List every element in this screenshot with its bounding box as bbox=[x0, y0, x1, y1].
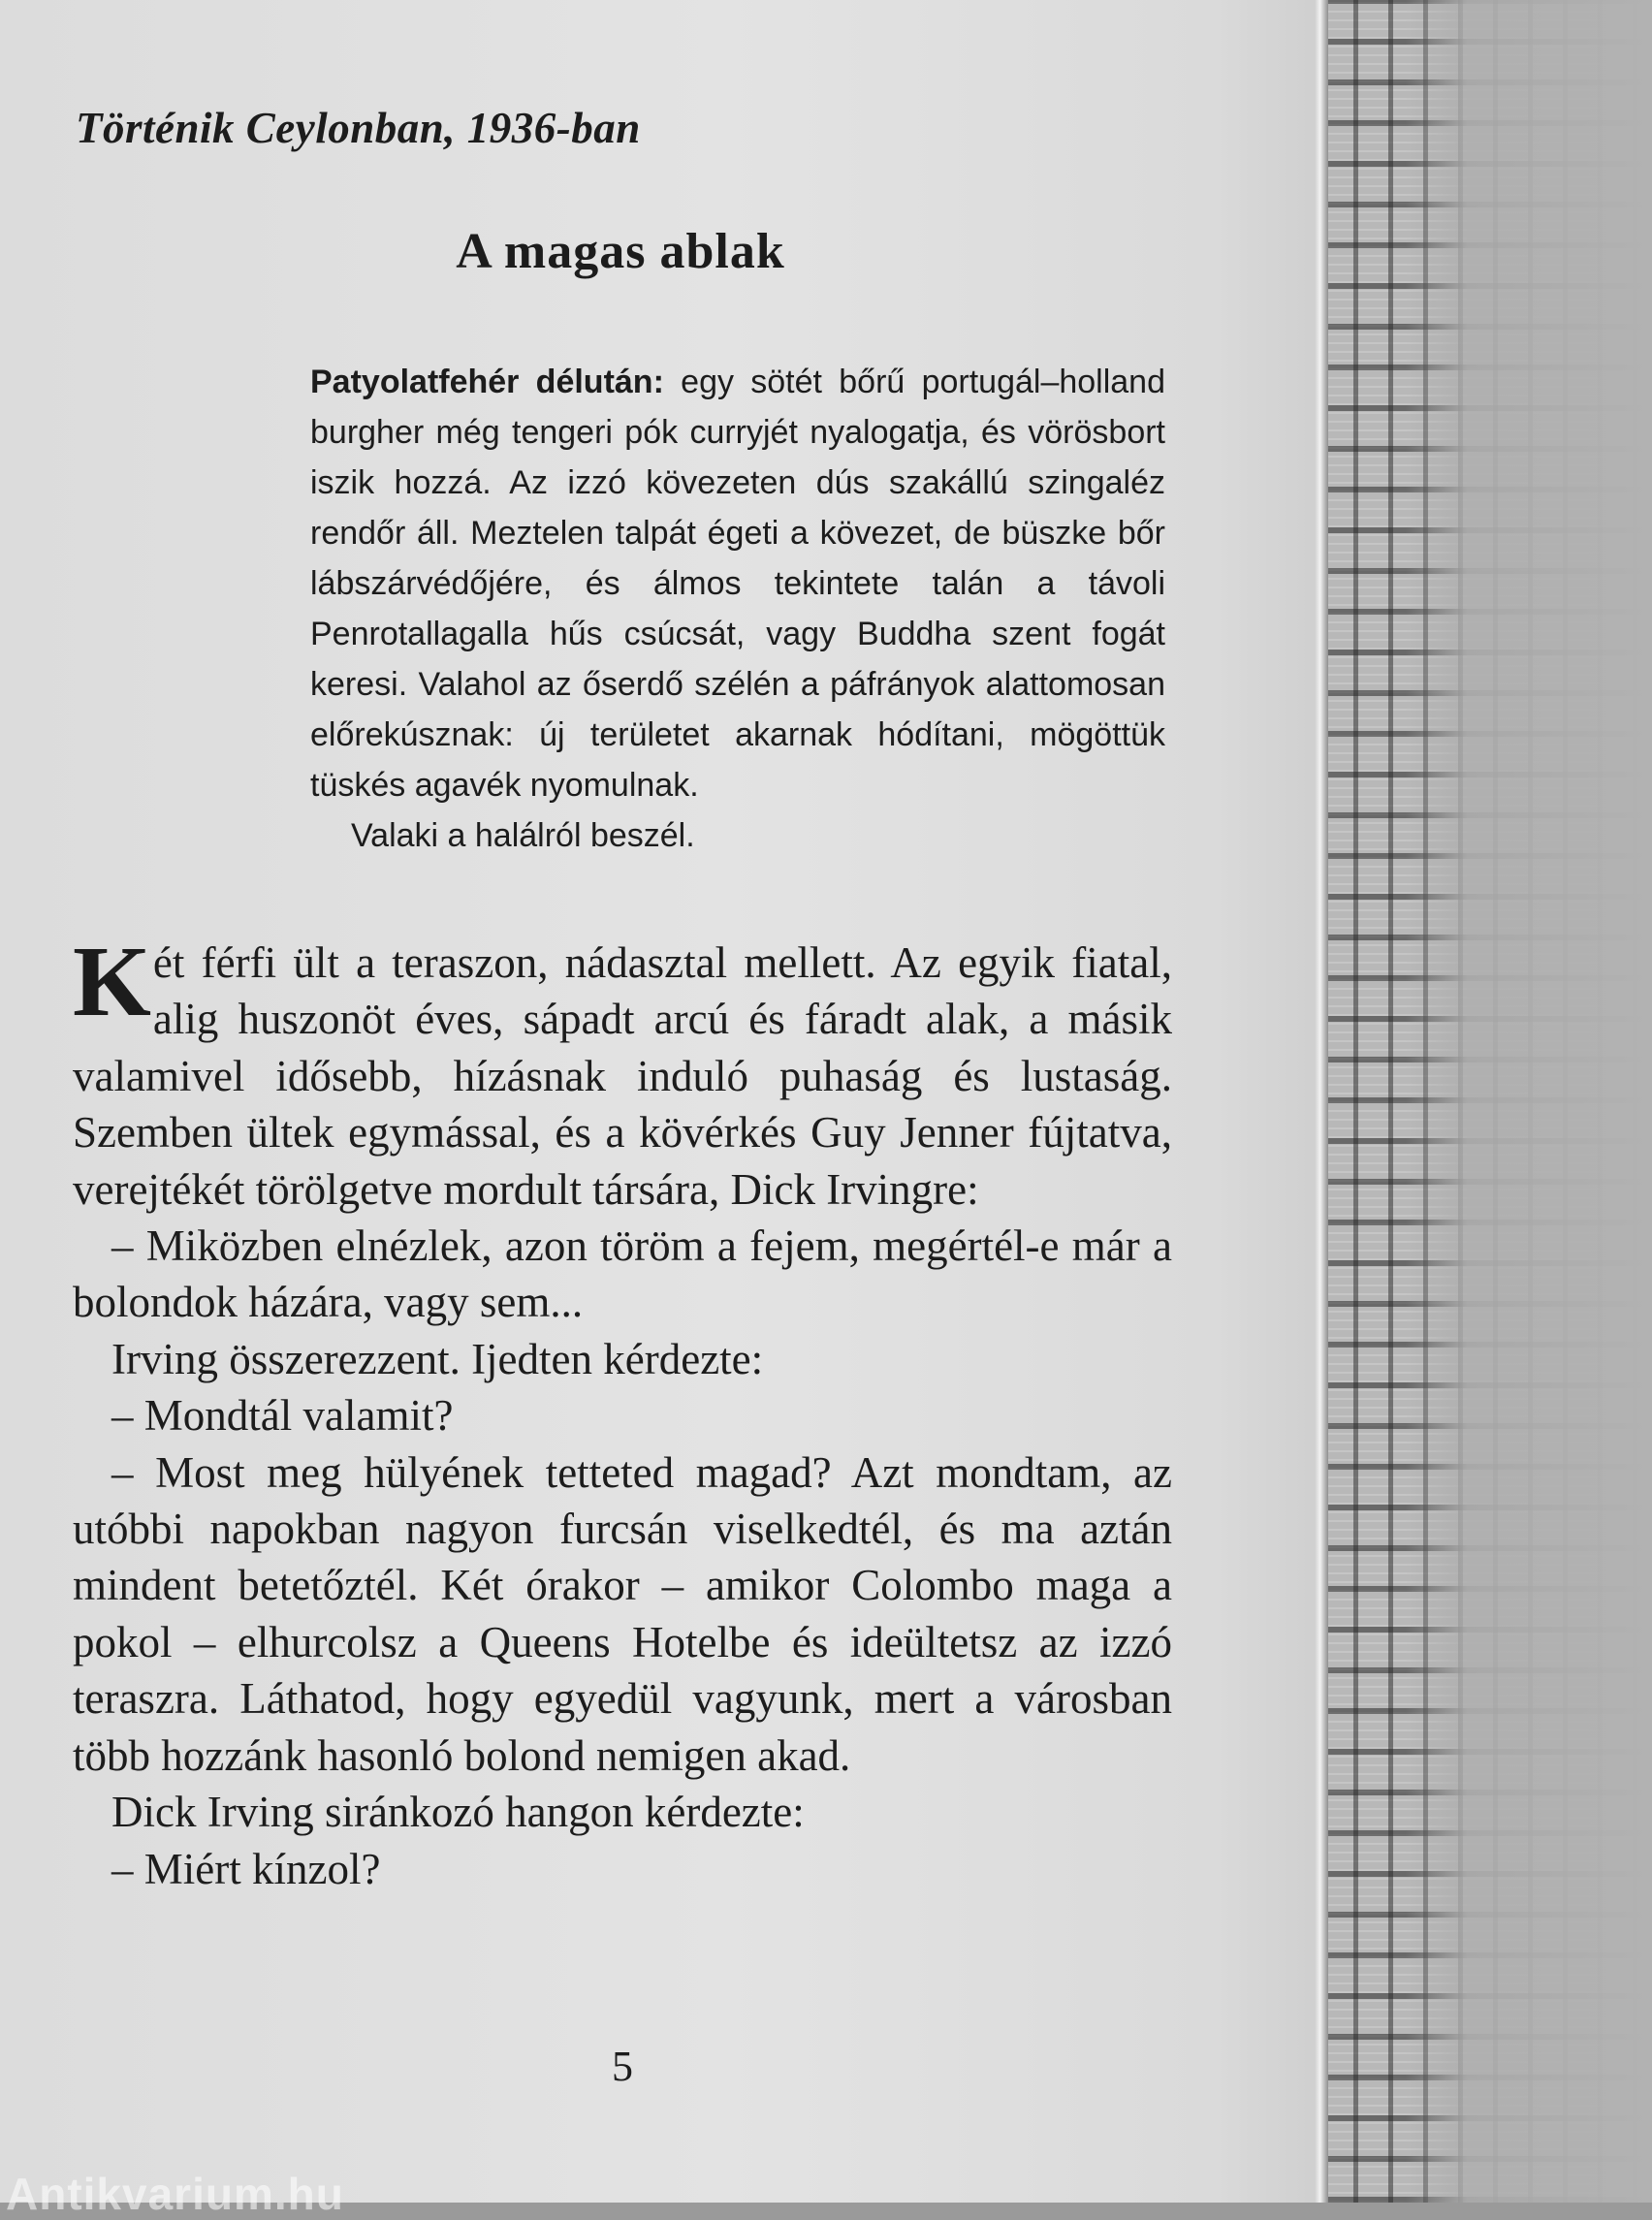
watermark: Antikvarium.hu bbox=[6, 2169, 344, 2219]
intro-closing: Valaki a halálról beszél. bbox=[351, 817, 695, 854]
body-text bbox=[73, 926, 1172, 1897]
paragraph: – Most meg hülyének tetteted magad? Azt mondtam, az utóbbi napokban nagyon furcsán viselkedtél, és ma aztán mindent betetőztél. Két órakor – amikor Colombo maga a pokol – elhurcolsz a Queens Hotelbe és ideültetsz az izzó teraszra. Láthatod, hogy egyedül vagyunk, mert a városban több hozzánk hasonló bolond nemigen akad. bbox=[73, 1447, 1172, 1780]
intro-paragraph bbox=[310, 357, 1165, 810]
first-paragraph bbox=[73, 926, 1172, 1218]
drop-cap: K bbox=[73, 926, 151, 1037]
page-number: 5 bbox=[612, 2043, 633, 2090]
chapter-title: A magas ablak bbox=[456, 224, 785, 279]
paragraph: – Mondtál valamit? bbox=[111, 1391, 454, 1441]
paragraph: Dick Irving siránkozó hangon kérdezte: bbox=[111, 1788, 805, 1837]
intro-lead: Patyolatfehér délután: bbox=[310, 364, 664, 400]
paragraph: Irving összerezzent. Ijedten kérdezte: bbox=[111, 1334, 764, 1383]
intro-passage bbox=[310, 357, 1165, 861]
paragraph: – Miért kínzol? bbox=[111, 1844, 381, 1893]
page-edge bbox=[1315, 0, 1328, 2203]
intro-text: egy sötét bőrű portugál–holland burgher még tengeri pók curryjét nyalogatja, és vörösbort iszik hozzá. Az izzó kövezeten dús szakállú szingaléz rendőr áll. Meztelen talpát égeti a kövezet, de büszke bőr lábszárvédőjére, és álmos tekintete talán a távoli Penrotallagalla hűs csúcsát, vagy Buddha szent fogát keresi. Valahol az őserdő szélén a páfrányok alattomosan előrekúsznak: új területet akarnak hódítani, mögöttük tüskés agavék nyomulnak. bbox=[310, 364, 1166, 804]
paragraph: – Miközben elnézlek, azon töröm a fejem, megértél-e már a bolondok házára, vagy sem... bbox=[73, 1221, 1172, 1327]
background-shade bbox=[1406, 0, 1652, 2203]
first-paragraph-text: ét férfi ült a teraszon, nádasztal mellett. Az egyik fiatal, alig huszonöt éves, sápadt arcú és fáradt alak, a másik valamivel idősebb, hízásnak induló puhaság és lustaság. Szemben ültek egymással, és a kövérkés Guy Jenner fújtatva, verejtékét törölgetve mordult társára, Dick Irvingre: bbox=[73, 938, 1172, 1214]
setting-line: Történik Ceylonban, 1936-ban bbox=[76, 104, 641, 152]
